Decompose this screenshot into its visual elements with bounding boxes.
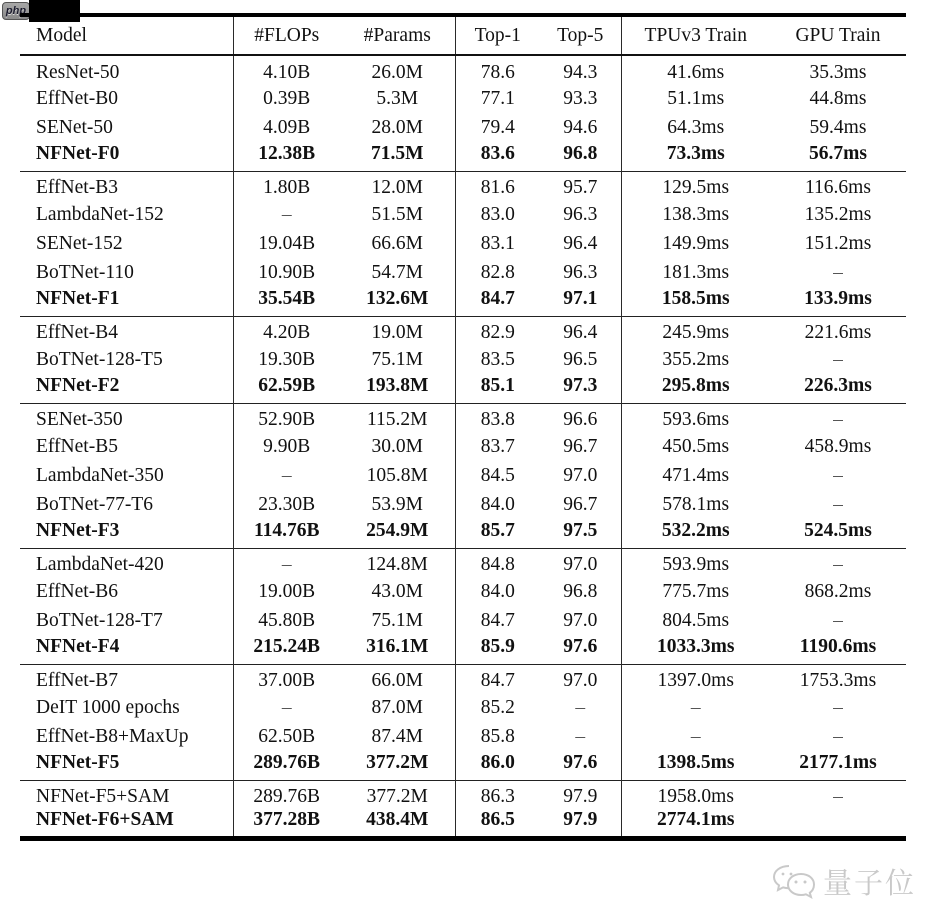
value-cell: 133.9ms xyxy=(804,287,872,309)
value-cell: 85.7 xyxy=(480,519,515,541)
table-row xyxy=(20,142,906,171)
value-cell: 181.3ms xyxy=(662,261,730,283)
value-cell: 30.0M xyxy=(340,432,455,461)
value-cell: 158.5ms xyxy=(661,287,730,309)
value-cell: 85.2 xyxy=(480,696,515,718)
model-cell: NFNet-F3 xyxy=(20,519,233,548)
value-cell xyxy=(770,490,906,519)
value-cell: 438.4M xyxy=(340,809,455,839)
value-cell xyxy=(770,693,906,722)
value-cell: 12.38B xyxy=(258,142,316,164)
missing-value-dash: – xyxy=(833,609,843,631)
value-cell: 450.5ms xyxy=(662,435,730,457)
value-cell: 105.8M xyxy=(340,461,455,490)
table-header xyxy=(20,15,906,55)
value-cell: 54.7M xyxy=(340,258,455,287)
value-cell: 84.8 xyxy=(480,554,515,576)
model-cell: NFNet-F2 xyxy=(20,374,233,403)
column-header-gpu-train: GPU Train xyxy=(795,24,881,46)
table-row xyxy=(20,490,906,519)
table-row xyxy=(20,316,906,345)
value-cell: 97.0 xyxy=(540,548,621,577)
value-cell: 86.3 xyxy=(480,786,515,808)
value-cell: 4.10B xyxy=(263,61,311,83)
value-cell: 26.0M xyxy=(340,55,455,84)
value-cell: 44.8ms xyxy=(809,87,867,109)
model-cell: LambdaNet-152 xyxy=(20,200,233,229)
value-cell: 85.1 xyxy=(480,374,515,396)
table-row xyxy=(20,809,906,839)
value-cell: 114.76B xyxy=(253,519,320,541)
value-cell: 193.8M xyxy=(340,374,455,403)
missing-value-dash: – xyxy=(833,696,843,718)
value-cell: 41.6ms xyxy=(667,61,725,83)
value-cell: 289.76B xyxy=(253,751,321,773)
value-cell xyxy=(770,606,906,635)
table-row xyxy=(20,635,906,664)
value-cell: 471.4ms xyxy=(662,464,730,486)
value-cell: 377.2M xyxy=(340,780,455,809)
value-cell: 377.28B xyxy=(253,809,321,830)
table-group-5 xyxy=(20,548,906,664)
column-header--params: #Params xyxy=(340,15,455,55)
value-cell: 97.0 xyxy=(540,664,621,693)
value-cell: 45.80B xyxy=(258,609,316,631)
model-cell: EffNet-B8+MaxUp xyxy=(20,722,233,751)
missing-value-dash: – xyxy=(833,409,843,431)
value-cell: 132.6M xyxy=(340,287,455,316)
missing-value-dash: – xyxy=(281,696,292,718)
model-cell: LambdaNet-350 xyxy=(20,461,233,490)
table-row xyxy=(20,287,906,316)
value-cell: 0.39B xyxy=(263,87,311,109)
model-cell: NFNet-F0 xyxy=(20,142,233,171)
value-cell: 97.3 xyxy=(540,374,621,403)
value-cell xyxy=(770,258,906,287)
column-header-top-1: Top-1 xyxy=(474,24,521,46)
value-cell: 96.4 xyxy=(540,316,621,345)
value-cell: 4.09B xyxy=(263,116,311,138)
value-cell: 52.90B xyxy=(258,409,316,431)
table-group-7 xyxy=(20,780,906,839)
value-cell: 355.2ms xyxy=(662,348,730,370)
value-cell: 93.3 xyxy=(540,84,621,113)
value-cell: 775.7ms xyxy=(662,580,730,602)
missing-value-dash: – xyxy=(281,203,292,225)
model-cell: NFNet-F4 xyxy=(20,635,233,664)
model-cell: BoTNet-110 xyxy=(20,258,233,287)
table-row xyxy=(20,577,906,606)
value-cell: 97.5 xyxy=(540,519,621,548)
missing-value-dash: – xyxy=(575,696,586,718)
value-cell: 94.3 xyxy=(540,55,621,84)
table-group-4 xyxy=(20,403,906,548)
model-cell: LambdaNet-420 xyxy=(20,548,233,577)
table-row xyxy=(20,345,906,374)
value-cell: 245.9ms xyxy=(662,322,730,344)
value-cell: 83.8 xyxy=(480,409,515,431)
value-cell: 83.0 xyxy=(480,203,515,225)
model-cell: NFNet-F1 xyxy=(20,287,233,316)
model-cell: DeIT 1000 epochs xyxy=(20,693,233,722)
model-cell: ResNet-50 xyxy=(20,55,233,84)
value-cell: 51.5M xyxy=(340,200,455,229)
missing-value-dash: – xyxy=(833,464,843,486)
missing-value-dash: – xyxy=(833,554,843,576)
value-cell: 254.9M xyxy=(340,519,455,548)
value-cell xyxy=(770,461,906,490)
table-row xyxy=(20,751,906,780)
value-cell: 79.4 xyxy=(480,116,515,138)
value-cell: 97.6 xyxy=(540,635,621,664)
value-cell: 62.59B xyxy=(258,374,316,396)
value-cell: 135.2ms xyxy=(804,203,872,225)
value-cell: 62.50B xyxy=(258,725,316,747)
value-cell xyxy=(233,200,340,229)
value-cell: 43.0M xyxy=(340,577,455,606)
value-cell: 96.7 xyxy=(540,432,621,461)
table-row xyxy=(20,171,906,200)
model-cell: EffNet-B4 xyxy=(20,316,233,345)
value-cell: 35.3ms xyxy=(809,61,867,83)
value-cell: 226.3ms xyxy=(804,374,872,396)
value-cell: 84.7 xyxy=(480,670,515,692)
model-cell: NFNet-F5+SAM xyxy=(20,780,233,809)
value-cell: 532.2ms xyxy=(661,519,730,541)
missing-value-dash: – xyxy=(281,554,292,576)
value-cell: 95.7 xyxy=(540,171,621,200)
value-cell: 19.04B xyxy=(258,232,316,254)
value-cell: 593.9ms xyxy=(662,554,730,576)
value-cell: 12.0M xyxy=(340,171,455,200)
value-cell: 86.5 xyxy=(480,809,515,830)
value-cell: 82.9 xyxy=(480,322,515,344)
table-row xyxy=(20,548,906,577)
value-cell: 96.4 xyxy=(540,229,621,258)
model-cell: SENet-50 xyxy=(20,113,233,142)
value-cell: 87.0M xyxy=(340,693,455,722)
value-cell xyxy=(770,809,906,839)
value-cell: 83.1 xyxy=(480,232,515,254)
value-cell: 115.2M xyxy=(340,403,455,432)
value-cell: 83.5 xyxy=(480,348,515,370)
value-cell xyxy=(540,693,621,722)
value-cell xyxy=(621,693,770,722)
value-cell: 1190.6ms xyxy=(799,635,877,657)
value-cell: 28.0M xyxy=(340,113,455,142)
value-cell: 96.3 xyxy=(540,258,621,287)
table-row xyxy=(20,113,906,142)
missing-value-dash: – xyxy=(833,786,843,808)
model-cell: BoTNet-128-T5 xyxy=(20,345,233,374)
value-cell: 81.6 xyxy=(480,177,515,199)
value-cell: 868.2ms xyxy=(804,580,872,602)
column-header-top-5: Top-5 xyxy=(540,15,621,55)
value-cell: 19.0M xyxy=(340,316,455,345)
value-cell: 1958.0ms xyxy=(657,786,734,808)
column-header--flops: #FLOPs xyxy=(254,24,320,46)
value-cell: 215.24B xyxy=(253,635,321,657)
value-cell: 1398.5ms xyxy=(657,751,735,773)
table-row xyxy=(20,403,906,432)
model-cell: EffNet-B3 xyxy=(20,171,233,200)
model-cell: SENet-350 xyxy=(20,403,233,432)
value-cell: 1033.3ms xyxy=(657,635,735,657)
value-cell: 84.0 xyxy=(480,580,515,602)
value-cell: 53.9M xyxy=(340,490,455,519)
value-cell xyxy=(233,693,340,722)
value-cell xyxy=(233,461,340,490)
value-cell: 221.6ms xyxy=(804,322,872,344)
value-cell: 84.5 xyxy=(480,464,515,486)
column-header-model: Model xyxy=(20,15,233,55)
value-cell: 66.6M xyxy=(340,229,455,258)
value-cell: 96.5 xyxy=(540,345,621,374)
watermark-text: 量子位 xyxy=(822,868,916,900)
table-row xyxy=(20,606,906,635)
value-cell: 66.0M xyxy=(340,664,455,693)
value-cell: 35.54B xyxy=(258,287,316,309)
missing-value-dash: – xyxy=(690,725,701,747)
value-cell: 84.7 xyxy=(480,287,515,309)
table-row xyxy=(20,722,906,751)
value-cell: 2774.1ms xyxy=(657,809,735,830)
value-cell: 593.6ms xyxy=(662,409,730,431)
value-cell: 96.6 xyxy=(540,403,621,432)
value-cell: 1753.3ms xyxy=(799,670,877,692)
model-cell: NFNet-F5 xyxy=(20,751,233,780)
column-header-tpuv3-train: TPUv3 Train xyxy=(644,24,747,46)
value-cell: 19.30B xyxy=(258,348,316,370)
value-cell: 289.76B xyxy=(253,786,321,808)
value-cell: 73.3ms xyxy=(666,142,725,164)
value-cell xyxy=(540,722,621,751)
chat-bubbles-icon xyxy=(771,863,817,901)
value-cell: 77.1 xyxy=(480,87,515,109)
table-row xyxy=(20,461,906,490)
value-cell: 97.0 xyxy=(540,461,621,490)
model-cell: SENet-152 xyxy=(20,229,233,258)
missing-value-dash: – xyxy=(833,261,843,283)
value-cell: 2177.1ms xyxy=(799,751,877,773)
value-cell: 94.6 xyxy=(540,113,621,142)
value-cell: 295.8ms xyxy=(661,374,730,396)
table-header-row xyxy=(20,15,906,55)
value-cell: 458.9ms xyxy=(804,435,872,457)
table-row xyxy=(20,200,906,229)
value-cell: 59.4ms xyxy=(809,116,867,138)
model-benchmark-table xyxy=(20,13,906,841)
model-cell: NFNet-F6+SAM xyxy=(20,809,233,839)
value-cell: 1397.0ms xyxy=(657,670,734,692)
missing-value-dash: – xyxy=(575,725,586,747)
model-cell: EffNet-B5 xyxy=(20,432,233,461)
model-cell: EffNet-B6 xyxy=(20,577,233,606)
value-cell: 85.9 xyxy=(480,635,515,657)
value-cell: 86.0 xyxy=(480,751,515,773)
value-cell: 97.1 xyxy=(540,287,621,316)
value-cell: 96.3 xyxy=(540,200,621,229)
value-cell: 82.8 xyxy=(480,261,515,283)
value-cell: 149.9ms xyxy=(662,232,730,254)
table-row xyxy=(20,55,906,84)
value-cell: 51.1ms xyxy=(667,87,725,109)
value-cell: 56.7ms xyxy=(809,142,867,164)
value-cell: 804.5ms xyxy=(662,609,730,631)
value-cell xyxy=(770,548,906,577)
value-cell: 84.7 xyxy=(480,609,515,631)
value-cell: 96.7 xyxy=(540,490,621,519)
value-cell: 129.5ms xyxy=(662,177,730,199)
watermark xyxy=(771,861,916,902)
value-cell: 97.0 xyxy=(540,606,621,635)
table-group-2 xyxy=(20,171,906,316)
missing-value-dash: – xyxy=(833,493,843,515)
model-cell: EffNet-B0 xyxy=(20,84,233,113)
value-cell: 97.9 xyxy=(540,780,621,809)
value-cell: 151.2ms xyxy=(804,232,872,254)
value-cell: 1.80B xyxy=(263,177,311,199)
table-row xyxy=(20,693,906,722)
value-cell: 124.8M xyxy=(340,548,455,577)
table-row xyxy=(20,84,906,113)
missing-value-dash: – xyxy=(833,348,843,370)
php-badge-label: php xyxy=(5,5,27,17)
value-cell: 10.90B xyxy=(258,261,316,283)
table-row xyxy=(20,664,906,693)
missing-value-dash: – xyxy=(281,464,292,486)
value-cell: 78.6 xyxy=(480,61,515,83)
table-row xyxy=(20,780,906,809)
missing-value-dash: – xyxy=(833,725,843,747)
table-row xyxy=(20,432,906,461)
value-cell: 377.2M xyxy=(340,751,455,780)
value-cell xyxy=(770,722,906,751)
value-cell: 84.0 xyxy=(480,493,515,515)
results-table-wrap xyxy=(20,13,906,841)
value-cell: 87.4M xyxy=(340,722,455,751)
value-cell: 75.1M xyxy=(340,345,455,374)
value-cell: 37.00B xyxy=(258,670,316,692)
value-cell: 64.3ms xyxy=(667,116,725,138)
value-cell: 138.3ms xyxy=(662,203,730,225)
value-cell: 4.20B xyxy=(263,322,311,344)
table-group-3 xyxy=(20,316,906,403)
value-cell xyxy=(233,548,340,577)
value-cell: 85.8 xyxy=(480,725,515,747)
value-cell xyxy=(621,722,770,751)
table-row xyxy=(20,374,906,403)
value-cell: 75.1M xyxy=(340,606,455,635)
model-cell: BoTNet-128-T7 xyxy=(20,606,233,635)
table-group-1 xyxy=(20,55,906,171)
value-cell: 97.6 xyxy=(540,751,621,780)
table-row xyxy=(20,258,906,287)
value-cell: 9.90B xyxy=(263,435,311,457)
value-cell: 83.7 xyxy=(480,435,515,457)
model-cell: EffNet-B7 xyxy=(20,664,233,693)
value-cell: 316.1M xyxy=(340,635,455,664)
value-cell xyxy=(770,780,906,809)
value-cell: 578.1ms xyxy=(662,493,730,515)
value-cell: 71.5M xyxy=(340,142,455,171)
value-cell: 116.6ms xyxy=(805,177,871,199)
value-cell xyxy=(770,345,906,374)
model-cell: BoTNet-77-T6 xyxy=(20,490,233,519)
value-cell: 5.3M xyxy=(340,84,455,113)
value-cell: 23.30B xyxy=(258,493,316,515)
value-cell: 19.00B xyxy=(258,580,316,602)
value-cell: 524.5ms xyxy=(804,519,872,541)
value-cell: 83.6 xyxy=(480,142,515,164)
table-group-6 xyxy=(20,664,906,780)
missing-value-dash: – xyxy=(690,696,701,718)
value-cell: 96.8 xyxy=(540,577,621,606)
value-cell: 97.9 xyxy=(540,809,621,839)
table-row xyxy=(20,519,906,548)
table-row xyxy=(20,229,906,258)
value-cell xyxy=(770,403,906,432)
value-cell: 96.8 xyxy=(540,142,621,171)
